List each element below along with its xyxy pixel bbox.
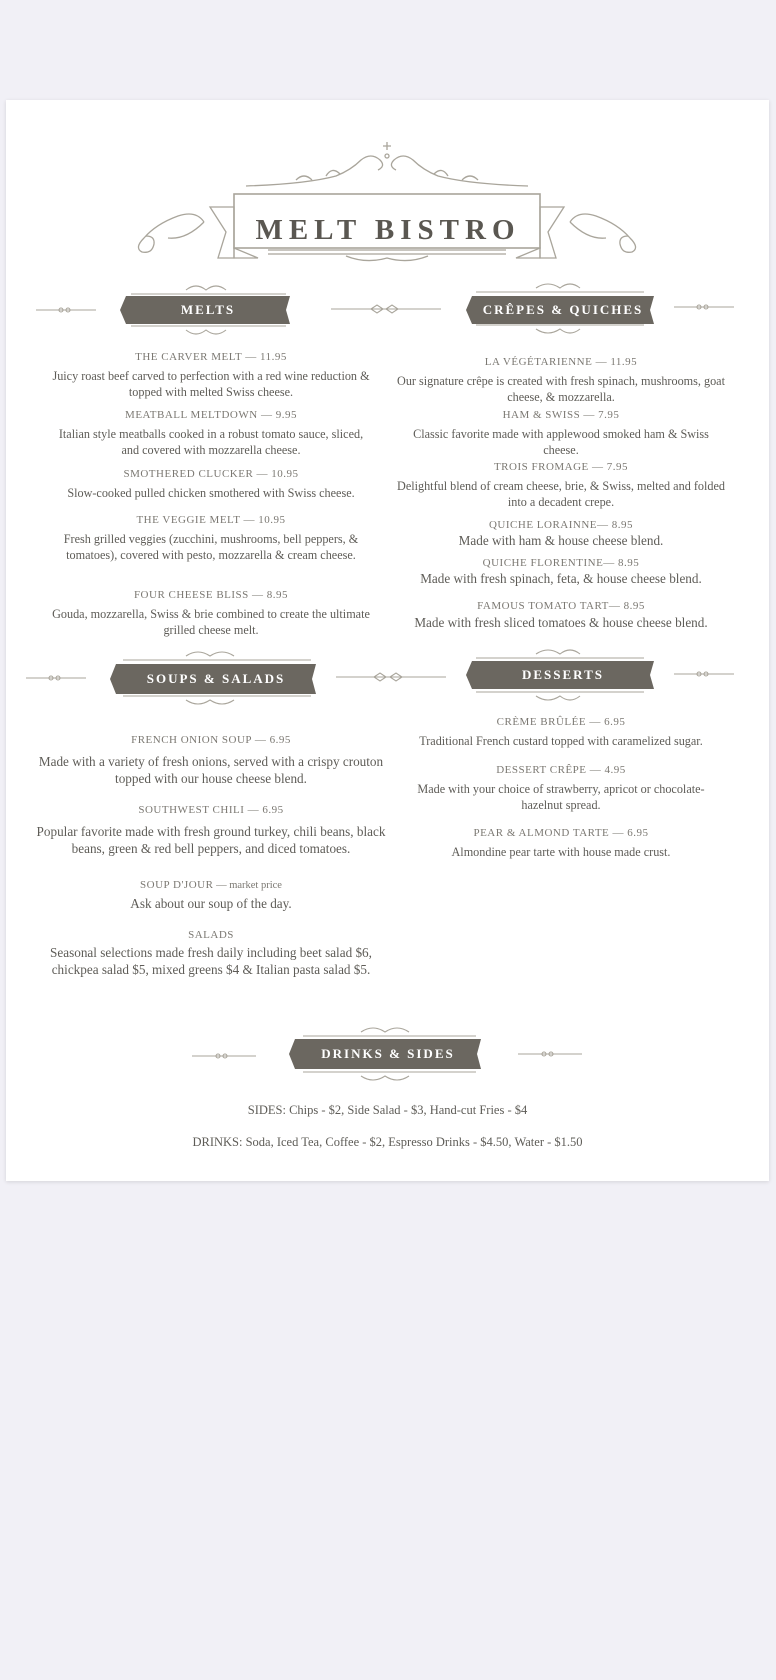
menu-item: LA VÉGÉTARIENNE — 11.95 Our signature crêpe is created with fresh spinach, mushrooms, goat cheese, & mozzarella. xyxy=(397,356,725,404)
menu-item: SALADS Seasonal selections made fresh daily including beet salad $6, chickpea salad $5, mixed greens $4 & Italian pasta salad $5. xyxy=(50,929,372,977)
menu-item: QUICHE FLORENTINE— 8.95 Made with fresh spinach, feta, & house cheese blend. xyxy=(420,557,702,586)
crepes-heading: CRÊPES & QUICHES xyxy=(466,296,660,324)
drinks-heading: DRINKS & SIDES xyxy=(289,1039,487,1069)
sides-line: SIDES: Chips - $2, Side Salad - $3, Hand-cut Fries - $4 xyxy=(247,1103,528,1117)
banner-ornaments xyxy=(6,100,769,1181)
drinks-line: DRINKS: Soda, Iced Tea, Coffee - $2, Espresso Drinks - $4.50, Water - $1.50 xyxy=(192,1135,583,1149)
menu-item: FAMOUS TOMATO TART— 8.95 Made with fresh sliced tomatoes & house cheese blend. xyxy=(414,600,708,630)
desserts-heading: DESSERTS xyxy=(466,661,660,689)
soups-heading: SOUPS & SALADS xyxy=(110,664,322,694)
menu-page xyxy=(6,100,769,1181)
menu-item: MEATBALL MELTDOWN — 9.95 Italian style meatballs cooked in a robust tomato sauce, sliced, and covered with mozzarella cheese. xyxy=(58,409,364,457)
menu-item: THE VEGGIE MELT — 10.95 Fresh grilled veggies (zucchini, mushrooms, bell peppers, & tomatoes), covered with pesto, mozzarella & cream cheese. xyxy=(63,514,359,562)
menu-item: CRÈME BRÛLÉE — 6.95 Traditional French custard topped with caramelized sugar. xyxy=(419,716,703,748)
menu-item: PEAR & ALMOND TARTE — 6.95 Almondine pear tarte with house made crust. xyxy=(451,827,671,859)
menu-item: SMOTHERED CLUCKER — 10.95 Slow-cooked pulled chicken smothered with Swiss cheese. xyxy=(67,468,355,500)
menu-item: QUICHE LORAINNE— 8.95 Made with ham & house cheese blend. xyxy=(458,519,664,548)
melts-heading: MELTS xyxy=(120,296,296,324)
menu-item: SOUP D'JOUR — market price Ask about our soup of the day. xyxy=(130,879,292,911)
menu-item: FRENCH ONION SOUP — 6.95 Made with a variety of fresh onions, served with a crispy crouton topped with our house cheese blend. xyxy=(38,734,384,786)
menu-item: HAM & SWISS — 7.95 Classic favorite made with applewood smoked ham & Swiss cheese. xyxy=(413,409,709,457)
menu-item: SOUTHWEST CHILI — 6.95 Popular favorite made with fresh ground turkey, chili beans, black beans, green & red bell peppers, and diced tomatoes. xyxy=(36,804,386,856)
menu-item: THE CARVER MELT — 11.95 Juicy roast beef carved to perfection with a red wine reduction & topped with melted Swiss cheese. xyxy=(52,351,370,399)
menu-item: FOUR CHEESE BLISS — 8.95 Gouda, mozzarella, Swiss & brie combined to create the ultimate grilled cheese melt. xyxy=(52,589,370,637)
restaurant-title: MELT BISTRO xyxy=(255,213,521,246)
menu-item: TROIS FROMAGE — 7.95 Delightful blend of cream cheese, brie, & Swiss, melted and folded into a decadent crepe. xyxy=(397,461,725,509)
menu-item: DESSERT CRÊPE — 4.95 Made with your choice of strawberry, apricot or chocolate-hazelnut spread. xyxy=(417,764,705,812)
